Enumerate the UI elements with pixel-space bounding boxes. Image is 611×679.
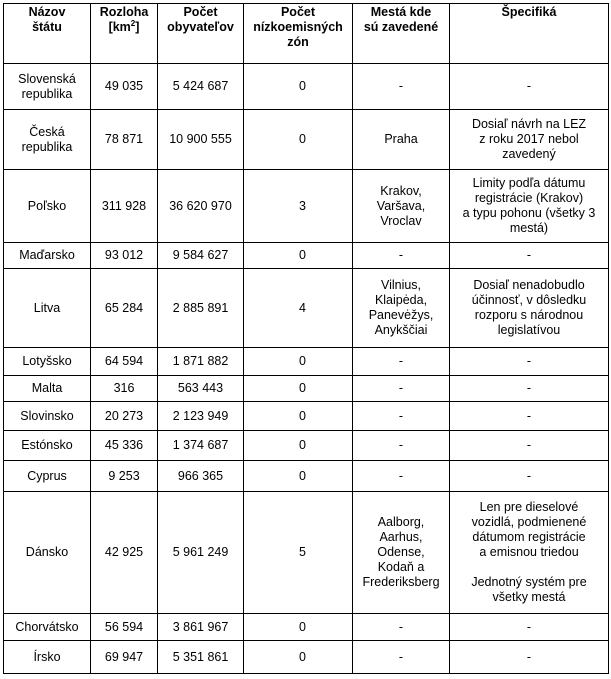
table-row [4,243,609,269]
cell-specifics-line: zavedený [502,147,556,161]
cell-specifics-line: - [526,408,532,423]
cell-specifics-line: Limity podľa dátumu [472,176,586,190]
cell-country [4,641,91,674]
cell-specifics-line: - [526,468,532,483]
cell-country [4,243,91,269]
cell-cities-line: Vroclav [380,213,422,228]
cell-cities-line: Aalborg, [377,515,425,529]
header-population-line: obyvateľov [167,20,234,34]
cell-specifics-line: vozidlá, podmienené [471,515,587,529]
header-area-unit-exp: 2 [130,19,136,28]
cell-specifics-line: - [526,381,532,395]
cell-specifics-line: Dosiaľ návrh na LEZ [471,117,587,131]
cell-specifics-line: registrácie (Krakov) [474,191,584,205]
cell-specifics-line: z roku 2017 nebol [479,132,579,146]
cell-specifics-line: - [526,79,532,93]
cell-specifics-line: Len pre dieselové [479,500,579,514]
table-row [4,492,609,614]
table-row [4,269,609,348]
cell-country [4,431,91,461]
cell-country [4,402,91,431]
header-population-line: Počet [183,5,218,19]
header-area-unit-close: ] [135,20,140,34]
cell-country [4,269,91,348]
cell-specifics-line: a emisnou triedou [479,545,579,559]
cell-population: 3 861 967 [158,614,244,641]
cell-specifics [450,243,609,269]
cell-population: 5 351 861 [158,641,244,674]
cell-cities [353,269,450,348]
cell-specifics-line: rozporu s národnou [474,308,584,322]
cell-specifics [450,641,609,674]
cell-population: 1 374 687 [158,431,244,461]
header-country-line: Názov [28,5,66,19]
cell-country-line: Česká [29,124,65,139]
header-area-line: Rozloha [99,5,149,19]
cell-cities-line: Odense, [377,545,425,559]
cell-zones: 0 [244,348,353,376]
cell-zones: 0 [244,461,353,492]
table-row [4,64,609,110]
cell-area: 64 594 [91,348,158,376]
cell-specifics-line: mestá) [509,221,549,235]
cell-specifics [450,376,609,402]
cell-area: 42 925 [91,492,158,614]
cell-area: 93 012 [91,243,158,269]
cell-cities [353,170,450,243]
cell-country-line: Chorvátsko [15,619,79,634]
cell-specifics-line: všetky mestá [492,590,566,604]
cell-area: 65 284 [91,269,158,348]
cell-country-line: Malta [31,381,63,395]
table-row [4,376,609,402]
cell-area: 9 253 [91,461,158,492]
cell-cities-line: - [398,381,404,395]
cell-zones: 4 [244,269,353,348]
cell-area: 45 336 [91,431,158,461]
cell-population: 966 365 [158,461,244,492]
cell-zones: 0 [244,431,353,461]
cell-country [4,614,91,641]
cell-specifics-line: a typu pohonu (všetky 3 [462,206,596,220]
table-body [4,64,609,674]
table-row [4,348,609,376]
cell-cities [353,492,450,614]
cell-country-line: Dánsko [25,545,69,559]
header-row [4,4,609,64]
cell-country-line: republika [21,139,73,154]
header-zones [244,4,353,64]
cell-cities [353,641,450,674]
cell-cities [353,431,450,461]
table-row [4,431,609,461]
cell-cities-line: Aarhus, [379,530,423,544]
cell-population: 563 443 [158,376,244,402]
header-area [91,4,158,64]
cell-cities [353,461,450,492]
table-row [4,614,609,641]
cell-cities-line: - [398,248,404,262]
cell-area: 49 035 [91,64,158,110]
cell-cities-line: - [398,408,404,423]
cell-specifics [450,64,609,110]
cell-specifics-line: legislatívou [497,323,561,337]
cell-cities [353,348,450,376]
cell-zones: 0 [244,614,353,641]
cell-specifics [450,170,609,243]
cell-specifics [450,614,609,641]
cell-specifics-line: - [526,619,532,634]
cell-specifics [450,269,609,348]
table-row [4,461,609,492]
cell-cities [353,243,450,269]
cell-cities-line: Panevėžys, [368,308,434,322]
cell-cities-line: Anykščiai [374,323,428,337]
cell-country [4,461,91,492]
cell-population: 10 900 555 [158,110,244,170]
cell-population: 2 123 949 [158,402,244,431]
lez-table [3,3,609,674]
cell-area: 69 947 [91,641,158,674]
header-area-unit [94,20,154,35]
cell-country [4,64,91,110]
cell-zones: 0 [244,243,353,269]
cell-zones: 0 [244,402,353,431]
cell-cities-line: Klaipėda, [374,293,428,307]
cell-zones: 0 [244,110,353,170]
cell-specifics [450,348,609,376]
cell-cities [353,614,450,641]
cell-zones: 0 [244,376,353,402]
cell-specifics-line: - [526,649,532,664]
header-zones-line: zón [287,35,309,49]
cell-population: 36 620 970 [158,170,244,243]
cell-country [4,110,91,170]
cell-population: 1 871 882 [158,348,244,376]
table-row [4,170,609,243]
cell-country-line: Estónsko [21,438,73,452]
cell-cities-line: - [398,649,404,664]
header-specifics [450,4,609,64]
cell-country-line: Slovinsko [20,408,74,423]
cell-zones: 3 [244,170,353,243]
header-population [158,4,244,64]
cell-country [4,170,91,243]
cell-zones: 5 [244,492,353,614]
cell-country [4,348,91,376]
table-row [4,110,609,170]
cell-cities-line: - [398,468,404,483]
cell-specifics-line: - [526,248,532,262]
cell-cities-line: Varšava, [376,198,426,213]
header-cities [353,4,450,64]
cell-country [4,376,91,402]
header-country-line: štátu [32,20,62,34]
table-row [4,641,609,674]
cell-specifics [450,492,609,614]
header-zones-line: Počet [280,5,316,19]
header-country [4,4,91,64]
cell-specifics-line: účinnosť, v dôsledku [471,293,587,307]
cell-specifics [450,431,609,461]
header-area-unit-base: [km [108,20,131,34]
cell-cities [353,110,450,170]
cell-specifics-line [453,560,605,575]
cell-specifics [450,461,609,492]
header-cities-line: sú zavedené [363,20,439,34]
cell-cities [353,376,450,402]
cell-country-line: Litva [33,300,61,315]
cell-country-line: Poľsko [27,198,67,213]
cell-zones: 0 [244,641,353,674]
cell-cities-line: - [398,438,404,452]
cell-cities-line: - [398,79,404,93]
cell-country-line: Írsko [33,649,61,664]
cell-zones: 0 [244,64,353,110]
cell-specifics [450,110,609,170]
header-specifics-line: Špecifiká [501,5,557,19]
cell-specifics-line: Dosiaľ nenadobudlo [473,278,585,292]
cell-cities-line: Krakov, [380,183,422,198]
cell-cities-line: Vilnius, [380,278,422,292]
cell-area: 311 928 [91,170,158,243]
cell-area: 78 871 [91,110,158,170]
cell-population: 2 885 891 [158,269,244,348]
cell-cities [353,402,450,431]
cell-cities-line: Praha [384,132,418,146]
cell-cities-line: - [398,354,404,368]
cell-population: 9 584 627 [158,243,244,269]
cell-area: 20 273 [91,402,158,431]
cell-specifics-line: dátumom registrácie [472,530,586,544]
cell-area: 316 [91,376,158,402]
table-row [4,402,609,431]
header-cities-line: Mestá kde [370,5,432,19]
cell-country-line: Lotyšsko [22,354,72,368]
cell-specifics-line: Jednotný systém pre [471,575,587,589]
cell-specifics [450,402,609,431]
cell-cities-line: - [398,619,404,634]
cell-specifics-line: - [526,354,532,368]
cell-population: 5 961 249 [158,492,244,614]
cell-cities-line: Kodaň a [377,560,425,574]
cell-cities-line: Frederiksberg [362,575,440,589]
cell-country-line: Slovenská [18,71,76,86]
cell-population: 5 424 687 [158,64,244,110]
cell-cities [353,64,450,110]
header-zones-line: nízkoemisných [253,20,343,34]
cell-country-line: republika [21,86,73,101]
cell-country-line: Cyprus [27,468,67,483]
cell-area: 56 594 [91,614,158,641]
cell-specifics-line: - [526,438,532,452]
cell-country [4,492,91,614]
cell-country-line: Maďarsko [19,248,75,262]
